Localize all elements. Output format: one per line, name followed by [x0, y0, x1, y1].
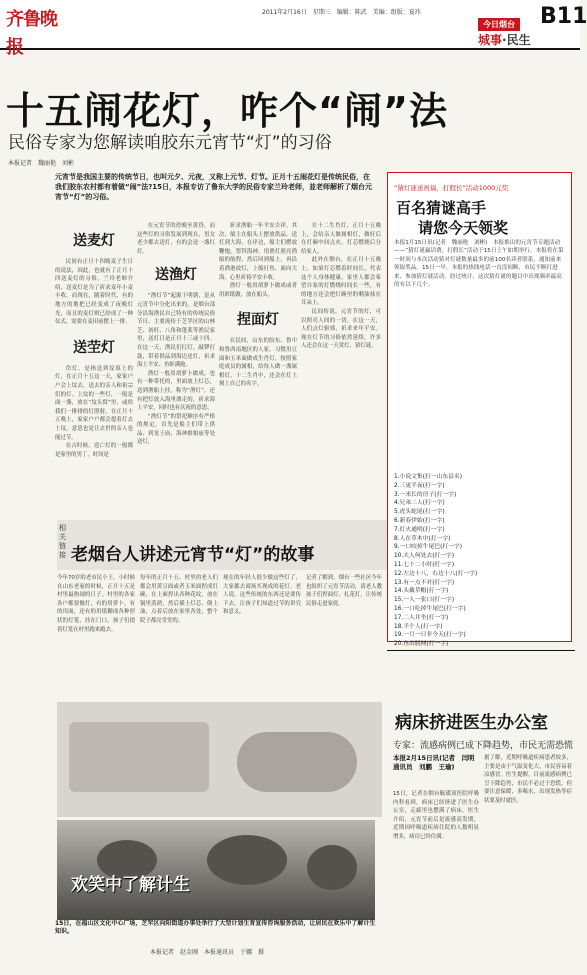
section-title-b: ·民生 [502, 33, 531, 47]
subheading-song-yu-deng: 送渔灯 [155, 267, 197, 284]
article-column-2 [137, 222, 215, 517]
hospital-story-column-1: 15日，记者在烟台毓璜顶医院呼吸内科看到，病床已经挤进了医生办公室，走廊里也摆满了病床。医生介绍，元宵节前后是流感高发期，近期因呼吸道疾病住院的人数明显增多，病房已经住满。 [393, 791, 479, 840]
section-title [478, 31, 538, 48]
dateline: 2011年2月16日 星期三 编辑：陈武 美编：组版：夏玮 [262, 9, 421, 16]
article-paragraph: 此外在烟台，在正月十五晚上，如果灯芯燃着时间长，代表这个人身体健康，家里人都会希望自家的灯燃烧时间长一些，有的地方还会把灯碗里的剩油抹在耳朵上。 [301, 257, 381, 307]
riddle-item: 12.左边十八，右边十八(打一字) [394, 570, 478, 577]
newspaper-logo: 齐鲁晚报 [6, 9, 57, 58]
article-paragraph: “渔灯节”的祭祀顺序有严格的规定，首先是船主们带上供品，到龙王庙、海神娘娘庙等处送灯， [137, 413, 215, 446]
lede-paragraph: 元宵节是我国主要的传统节日，也叫元夕、元夜，又称上元节、灯节。正月十五闹花灯是传统民俗，在我们胶东农村都有着做“闹”法?15日，本报专访了鲁东大学的民俗专家兰玲老师，並老师解析了烟台元宵节“灯”的习俗。 [55, 173, 373, 201]
article-paragraph: 民间传说，元宵节的灯，可以照亮人间的一切，在这一天，人们点灯驱邪，祈求来年平安。现在灯节的习俗依然延续，许多人还会在这一天赏灯、猜灯谜。 [301, 308, 381, 350]
article-column-4 [301, 222, 381, 517]
riddle-item: 17.二人并坐(打一字) [394, 614, 449, 621]
riddle-item: 14.头戴草帽(打一字) [394, 588, 449, 595]
photo-caption: 15日，在福山区文化中心广场，芝罘区向阳街道办事处举行了大型计划生育宣传咨询服务活动，让居民在欢乐中了解计生知识。 [55, 920, 376, 935]
section-badge: 今日烟台 [478, 18, 520, 31]
photo-people-group [307, 845, 357, 890]
riddle-item: 7.灯火通明(打一字) [394, 526, 445, 533]
hospital-story-title: 病床挤进医生办公室 [395, 713, 548, 733]
riddle-item: 5.虎头蛇尾(打一字) [394, 509, 445, 516]
story2-column-2: 每年的正月十五，村里的老人们都会用黄豆面或者玉米面捏成灯碗，在上面捏出各种花纹，放在锅里蒸熟，然后插上灯芯，倒上油，点着后放在家里各处，整个院子都亮堂堂的。 [140, 575, 218, 624]
headline: 十五闹花灯，咋个“闹”法 [6, 89, 448, 133]
riddle-title-1: 百名猜谜高手 [396, 199, 487, 217]
story2-column-4: 记者了解到，烟台一些社区今年也组织了元宵节活动，请老人教孩子们捏面灯、扎花灯，让传统民俗走进家庭。 [306, 575, 382, 607]
hospital-story-byline: 本报2月15日讯(记者 闫明 通讯员 刘鹏 王瑜) [393, 754, 482, 771]
article-paragraph: 民间有正月十四晚麦子生日的说法，因此，也就有了正月十四送麦灯的习俗。兰玲老师介绍，送麦灯是为了祈求麦年小麦丰收，而现在，随着时代，有的地方的地把已经变成了夜晚灯光，而且的麦灯则已经成了一种仪式，需要在麦田前摆上一排。 [55, 259, 133, 326]
riddle-title-2: 请您今天领奖 [418, 219, 509, 237]
riddle-item: 10.夫人何处去(打一字) [394, 553, 455, 560]
photo-credit: 本报记者 赵金刚 本报通讯员 于娜 摄 [150, 949, 265, 956]
article-paragraph: “渔灯节”起源于明朝，是从元宵节中分化出来的，是烟台部分沿海渔民自己特有的传统民俗节日。主要流传于芝罘区的山林芝、初旺、八角和蓬莱等渔民家里，送灯日是正月十三或十四。在这一天，渔民们扛灯，敲锣打鼓，带着供品到海边送灯，祈求海上平安、鱼虾满舱。 [137, 293, 215, 369]
related-story-header [57, 520, 387, 570]
story2-column-3: 现在的年轻人很少做这些灯了，大家都去商场买现成的花灯。老人说，这些传统的东西还是要传下去，让孩子们知道过节的讲究和意义。 [223, 575, 301, 616]
riddle-item: 6.新春伊始(打一字) [394, 517, 445, 524]
riddle-item: 11.七十二小时(打一字) [394, 561, 455, 568]
hospital-story-column-2: 据了解，近期呼吸道疾病患者较多，主要是由于气温变化大，市民容易着凉感冒。医生提醒，目前流感病例已呈下降趋势，市民不必过于恐慌，但要注意保暖，多喝水，出现发热等症状要及时就医。 [484, 755, 572, 804]
riddle-item: 3.一米长的房子(打一字) [394, 491, 457, 498]
photo-detail [237, 732, 357, 792]
article-paragraph: 岱灯，是指送到坟墓上的灯，在正月十五这一天，家家户户会上坟去，送去的亲人和祖宗们的灯。上坟的一些灯，一般是面一盏，放在“坟头窝”里，或给我们一排排的灯照射，在正月十五晚上，家家户户都会提着灯去上坟，意思也是让去世的亲人也能过节。 [55, 365, 133, 441]
page-number: B11 [540, 4, 587, 29]
riddle-list [394, 473, 566, 649]
photo-detail [69, 722, 209, 792]
subheading-song-ying-deng: 送茔灯 [73, 339, 115, 356]
riddle-item: 1.小说文集(打一山东县名) [394, 474, 463, 480]
article-paragraph: 在元宵节的傍晚至黄昏，而这些灯的习俗发展到现在，男女老少都去送灯，有的会送一盏红灯。 [137, 223, 215, 255]
article-paragraph: 渔灯一般用胡萝卜做成或者用彩纸做，放在船头。 [219, 283, 297, 298]
riddle-item: 15.一人一张口(打一字) [394, 597, 455, 604]
news-photo [57, 820, 375, 920]
related-story-title: 老烟台人讲述元宵节“灯”的故事 [71, 545, 315, 565]
riddle-kicker: “猜灯谜送祝福，打假长”活动1000元奖 [394, 184, 509, 192]
article-paragraph: 在十二生肖灯，正月十五晚上，会给亲人做属相灯，做好后在灯碗中间点火，灯芯燃烧后分给家人。 [301, 223, 381, 255]
photo-top [57, 702, 382, 817]
riddle-item: 9.一口咬掉牛尾巴(打一字) [394, 544, 463, 551]
subheadline: 民俗专家为您解读咱胶东元宵节“灯”的习俗 [8, 133, 332, 153]
article-column-3 [219, 222, 297, 517]
riddle-item: 2.三更半夜(打一字) [394, 482, 445, 489]
riddle-item: 18.半个人(打一字) [394, 623, 443, 630]
riddle-item: 8.人在草木中(打一字) [394, 535, 451, 542]
hospital-story-subtitle: 专家：流感病例已成下降趋势，市民无需恐慌 [393, 741, 574, 751]
riddle-item: 13.有一点不对(打一字) [394, 579, 455, 586]
article-paragraph: 祈求渔船一年平安吉祥。其次，船主在船头上摆放供品，送灯到大海，在岸边，船主们燃放鞭炮，祭拜海神，用渔灯照亮渔船的航程，然后回到船上，再沿着渔港放灯，上船打鱼，面向大海，心里祈祷平安丰收。 [219, 223, 297, 281]
article-paragraph: 渔灯一般用胡萝卜做成，也有一种带托的，里面放上灯芯，送到渔船上挂，称为“渔灯”。还有把灯放入海里漂走的，祈求海上平安，同时也有庆祝的意思。 [137, 370, 215, 412]
section-divider [387, 650, 575, 651]
article-paragraph: 在民间，山东的胶东、鲁中和鲁西南地区的人家，习惯用豆面和玉米面做成生肖灯，按照家庭成员的属相，给每人做一盏属相灯，十二生肖中，还会在灯上刻上自己的名字。 [219, 338, 297, 388]
riddle-body: 本报1月15日讯(记者 魏丽艳 刘彬) 本报推出的元宵节专题活动——“猜灯谜赢话费，打假长”活动于15日上午如期举行，本报将在第一时间与本次活动猜对灯谜数量最多的前100名读者联系，通知前来领取奖品。15日一早，本报的热线电话一直没间断，市民不断打进来，参加猜灯谜活动。经过统计，这次猜灯谜的题目中出现频率最高的有以下几个。 [394, 240, 564, 289]
riddle-item: 19.一月一日非今天(打一字) [394, 632, 466, 639]
riddle-item: 4.兄弟二人(打一字) [394, 500, 445, 507]
byline: 本报记者 魏丽艳 刘彬 [8, 160, 75, 167]
section-title-a: 城事 [478, 33, 503, 47]
subheading-song-mai-deng: 送麦灯 [73, 233, 115, 249]
riddle-event-box [387, 172, 572, 648]
subheading-nie-mian-deng: 捏面灯 [237, 312, 279, 329]
masthead [0, 0, 587, 58]
photo-overlay-title: 欢笑中了解计生 [71, 875, 190, 895]
riddle-item: 20.鱼出脱网(打一字) [394, 641, 449, 648]
related-link-label: 相关链接 [59, 524, 66, 559]
photo-people-group [207, 835, 287, 885]
story2-column-1: 今年70岁的老市民小王，小时候在山东老家的时候，正月十五是村里最热闹的日子。村里的各家各户都要做灯，有的用萝卜，有的用面，还有的用纸糊成各种形状的灯笼，挂在门口，孩子们提着灯笼在村里跑来跑去。 [57, 575, 135, 633]
article-paragraph: 在古时候，送亡灯的一般都是家里的男丁，时间是 [55, 443, 133, 458]
article-column-1 [55, 222, 133, 517]
riddle-item: 16.一口吃掉牛尾巴(打一字) [394, 605, 466, 612]
